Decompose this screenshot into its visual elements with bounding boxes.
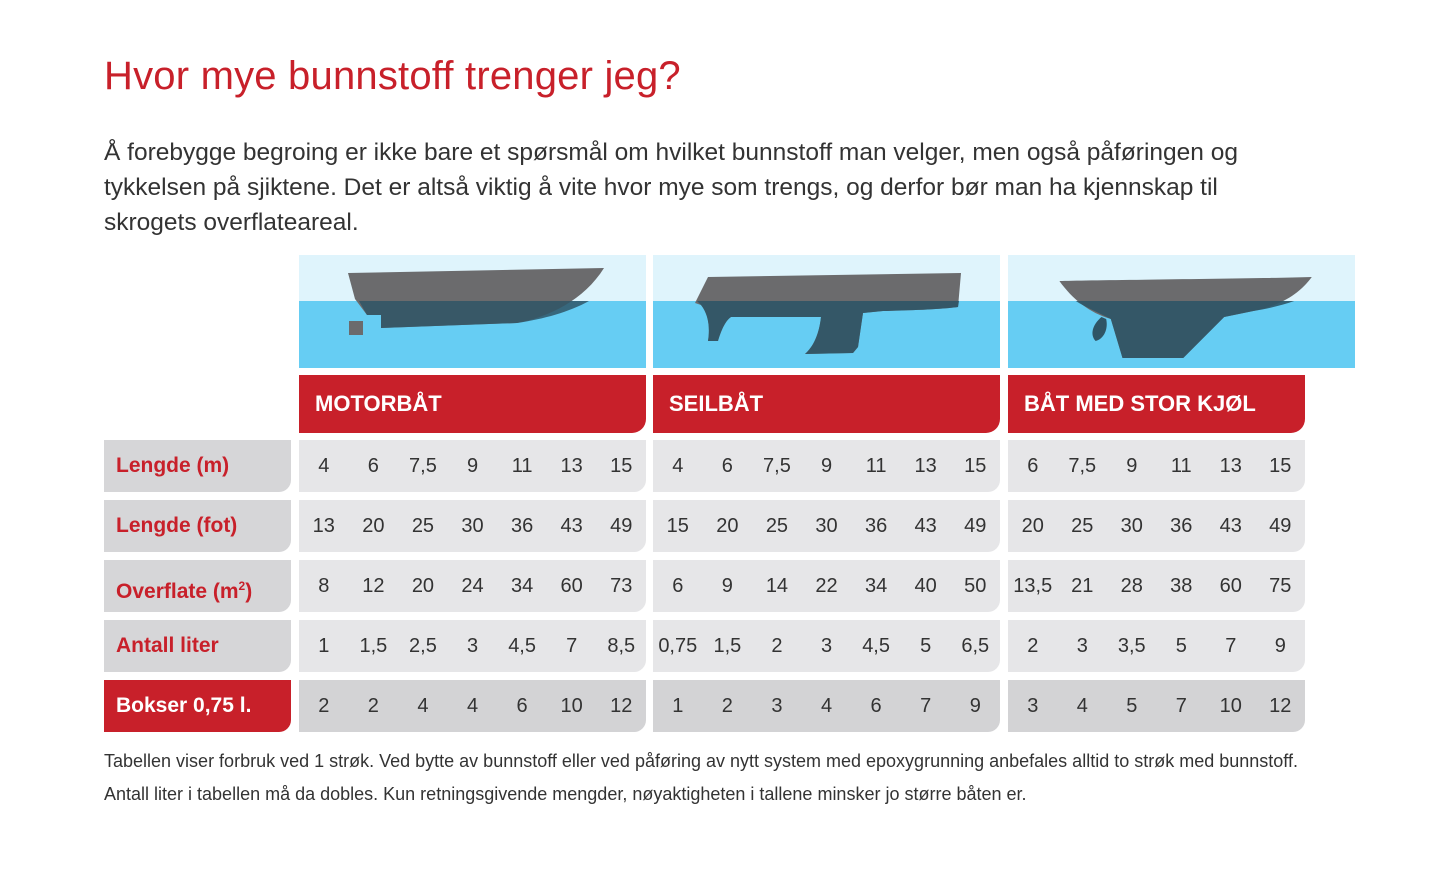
table-cell: 2 <box>367 694 379 717</box>
table-cell: 7,5 <box>763 454 791 477</box>
row-liters-group-2 <box>653 620 1000 672</box>
category-header-sailboat: SEILBÅT <box>653 375 1000 433</box>
table-cell: 22 <box>815 574 838 597</box>
table-cell: 43 <box>1219 514 1242 537</box>
table-cell: 1,5 <box>359 634 388 657</box>
table-cell: 25 <box>1071 514 1094 537</box>
table-cell: 9 <box>721 574 733 597</box>
table-cell: 13 <box>312 514 335 537</box>
table-cell: 1 <box>318 634 330 657</box>
table-cell: 1,5 <box>713 634 742 657</box>
table-cell: 7 <box>920 694 932 717</box>
table-cell: 13 <box>914 454 937 477</box>
row-length-ft-group-3 <box>1008 500 1305 552</box>
table-cell: 43 <box>560 514 583 537</box>
table-cell: 9 <box>820 454 833 477</box>
row-length-m-group-1 <box>299 440 646 492</box>
table-cell: 3,5 <box>1117 634 1146 657</box>
table-cell: 38 <box>1170 574 1193 597</box>
row-label-length-m: Lengde (m) <box>104 440 291 492</box>
table-cell: 15 <box>964 454 987 477</box>
table-cell: 8 <box>318 574 330 597</box>
table-cell: 20 <box>716 514 739 537</box>
table-cell: 7,5 <box>1068 454 1097 477</box>
table-cell: 13 <box>560 454 583 477</box>
table-cell: 2 <box>771 634 783 657</box>
table-cell: 15 <box>610 454 633 477</box>
table-cell: 12 <box>610 694 633 717</box>
table-cell: 34 <box>510 574 534 597</box>
row-length-ft-group-1 <box>299 500 646 552</box>
table-cell: 6 <box>870 694 882 717</box>
large-keel-boat-hull-icon <box>1008 255 1355 368</box>
row-cans-group-2 <box>653 680 1000 732</box>
table-cell: 3 <box>1027 694 1039 717</box>
table-cell: 4 <box>417 694 429 717</box>
table-cell: 6 <box>672 574 684 597</box>
table-cell: 10 <box>1219 694 1242 717</box>
table-cell: 20 <box>1021 514 1044 537</box>
row-length-m-group-2 <box>653 440 1000 492</box>
table-cell: 36 <box>510 514 534 537</box>
row-liters-group-3 <box>1008 620 1305 672</box>
table-cell: 30 <box>461 514 484 537</box>
row-surface-group-1 <box>299 560 646 612</box>
table-cell: 25 <box>411 514 435 537</box>
footnote: Tabellen viser forbruk ved 1 strøk. Ved bytte av bunnstoff eller ved påføring av nytt system med epoxygrunning anbefales alltid to strøk med bunnstoff. Antall liter i tabellen må da dobles. Kun retningsgivende mengder, nøyaktigheten i tallene minsker jo større båten er. <box>104 751 1298 804</box>
table-cell: 49 <box>1269 514 1292 537</box>
table-cell: 10 <box>560 694 583 717</box>
table-cell: 0,75 <box>658 634 698 657</box>
table-cell: 5 <box>1126 694 1138 717</box>
row-label-cans: Bokser 0,75 l. <box>104 680 291 732</box>
table-cell: 28 <box>1120 574 1143 597</box>
table-cell: 21 <box>1071 574 1094 597</box>
row-liters-group-1 <box>299 620 646 672</box>
table-cell: 4 <box>672 454 684 477</box>
table-cell: 13,5 <box>1013 574 1053 597</box>
table-cell: 12 <box>1269 694 1292 717</box>
table-cell: 49 <box>610 514 633 537</box>
table-cell: 4 <box>1076 694 1088 717</box>
table-cell: 6 <box>721 454 733 477</box>
table-cell: 6,5 <box>961 634 990 657</box>
table-cell: 1 <box>672 694 684 717</box>
table-cell: 34 <box>864 574 888 597</box>
category-header-motorboat: MOTORBÅT <box>299 375 646 433</box>
table-cell: 50 <box>964 574 987 597</box>
motorboat-hull-icon <box>299 255 646 368</box>
table-cell: 5 <box>1175 634 1187 657</box>
table-cell: 15 <box>1269 454 1292 477</box>
table-cell: 4 <box>466 694 479 717</box>
row-length-ft-group-2 <box>653 500 1000 552</box>
row-surface-group-3 <box>1008 560 1305 612</box>
table-cell: 30 <box>1120 514 1143 537</box>
table-cell: 4,5 <box>862 634 890 657</box>
category-header-large-keel: BÅT MED STOR KJØL <box>1008 375 1305 433</box>
table-cell: 9 <box>1126 454 1138 477</box>
table-cell: 25 <box>765 514 789 537</box>
table-cell: 6 <box>367 454 379 477</box>
table-cell: 2,5 <box>409 634 437 657</box>
table-cell: 12 <box>362 574 385 597</box>
row-label-surface: Overflate $(m^2)$ <box>104 560 291 612</box>
table-cell: 6 <box>1027 454 1039 477</box>
table-cell: 4 <box>318 454 330 477</box>
table-cell: 6 <box>516 694 528 717</box>
table-cell: 43 <box>914 514 937 537</box>
table-cell: 4,5 <box>508 634 536 657</box>
table-cell: 3 <box>771 694 783 717</box>
table-cell: 49 <box>964 514 987 537</box>
table-cell: 40 <box>914 574 937 597</box>
table-cell: 75 <box>1269 574 1292 597</box>
table-cell: 20 <box>411 574 435 597</box>
table-cell: 7 <box>1175 694 1187 717</box>
row-label-liters: Antall liter <box>104 620 291 672</box>
table-cell: 24 <box>461 574 484 597</box>
table-cell: 60 <box>1219 574 1242 597</box>
row-surface-group-2 <box>653 560 1000 612</box>
intro-paragraph: Å forebygge begroing er ikke bare et spørsmål om hvilket bunnstoff man velger, men også påføringen og tykkelsen på sjiktene. Det er altså viktig å vite hvor mye som trengs, og derfor bør man ha kjennskap til skrogets overflateareal. <box>104 139 1238 236</box>
table-cell: 3 <box>1076 634 1088 657</box>
table-cell: 11 <box>511 454 533 477</box>
table-cell: 36 <box>1170 514 1193 537</box>
table-cell: 2 <box>721 694 733 717</box>
page-title: Hvor mye bunnstoff trenger jeg? <box>104 54 681 98</box>
table-cell: 73 <box>610 574 633 597</box>
table-cell: 11 <box>1170 454 1192 477</box>
row-cans-group-1 <box>299 680 646 732</box>
table-cell: 30 <box>815 514 838 537</box>
table-cell: 15 <box>666 514 689 537</box>
table-cell: 9 <box>466 454 479 477</box>
table-cell: 9 <box>969 694 981 717</box>
row-cans-group-3 <box>1008 680 1305 732</box>
table-cell: 7,5 <box>409 454 437 477</box>
row-label-length-ft: Lengde (fot) <box>104 500 291 552</box>
table-cell: 9 <box>1274 634 1286 657</box>
table-cell: 36 <box>864 514 888 537</box>
table-cell: 8,5 <box>607 634 636 657</box>
table-cell: 7 <box>1225 634 1237 657</box>
table-cell: 14 <box>765 574 789 597</box>
table-cell: 4 <box>820 694 833 717</box>
table-cell: 11 <box>865 454 887 477</box>
table-cell: 5 <box>920 634 932 657</box>
table-cell: 13 <box>1219 454 1242 477</box>
table-cell: 2 <box>318 694 330 717</box>
row-length-m-group-3 <box>1008 440 1305 492</box>
table-cell: 3 <box>466 634 479 657</box>
table-cell: 3 <box>820 634 833 657</box>
table-cell: 7 <box>566 634 578 657</box>
sailboat-hull-icon <box>653 255 1000 368</box>
table-cell: 60 <box>560 574 583 597</box>
table-cell: 2 <box>1027 634 1039 657</box>
table-cell: 20 <box>362 514 385 537</box>
